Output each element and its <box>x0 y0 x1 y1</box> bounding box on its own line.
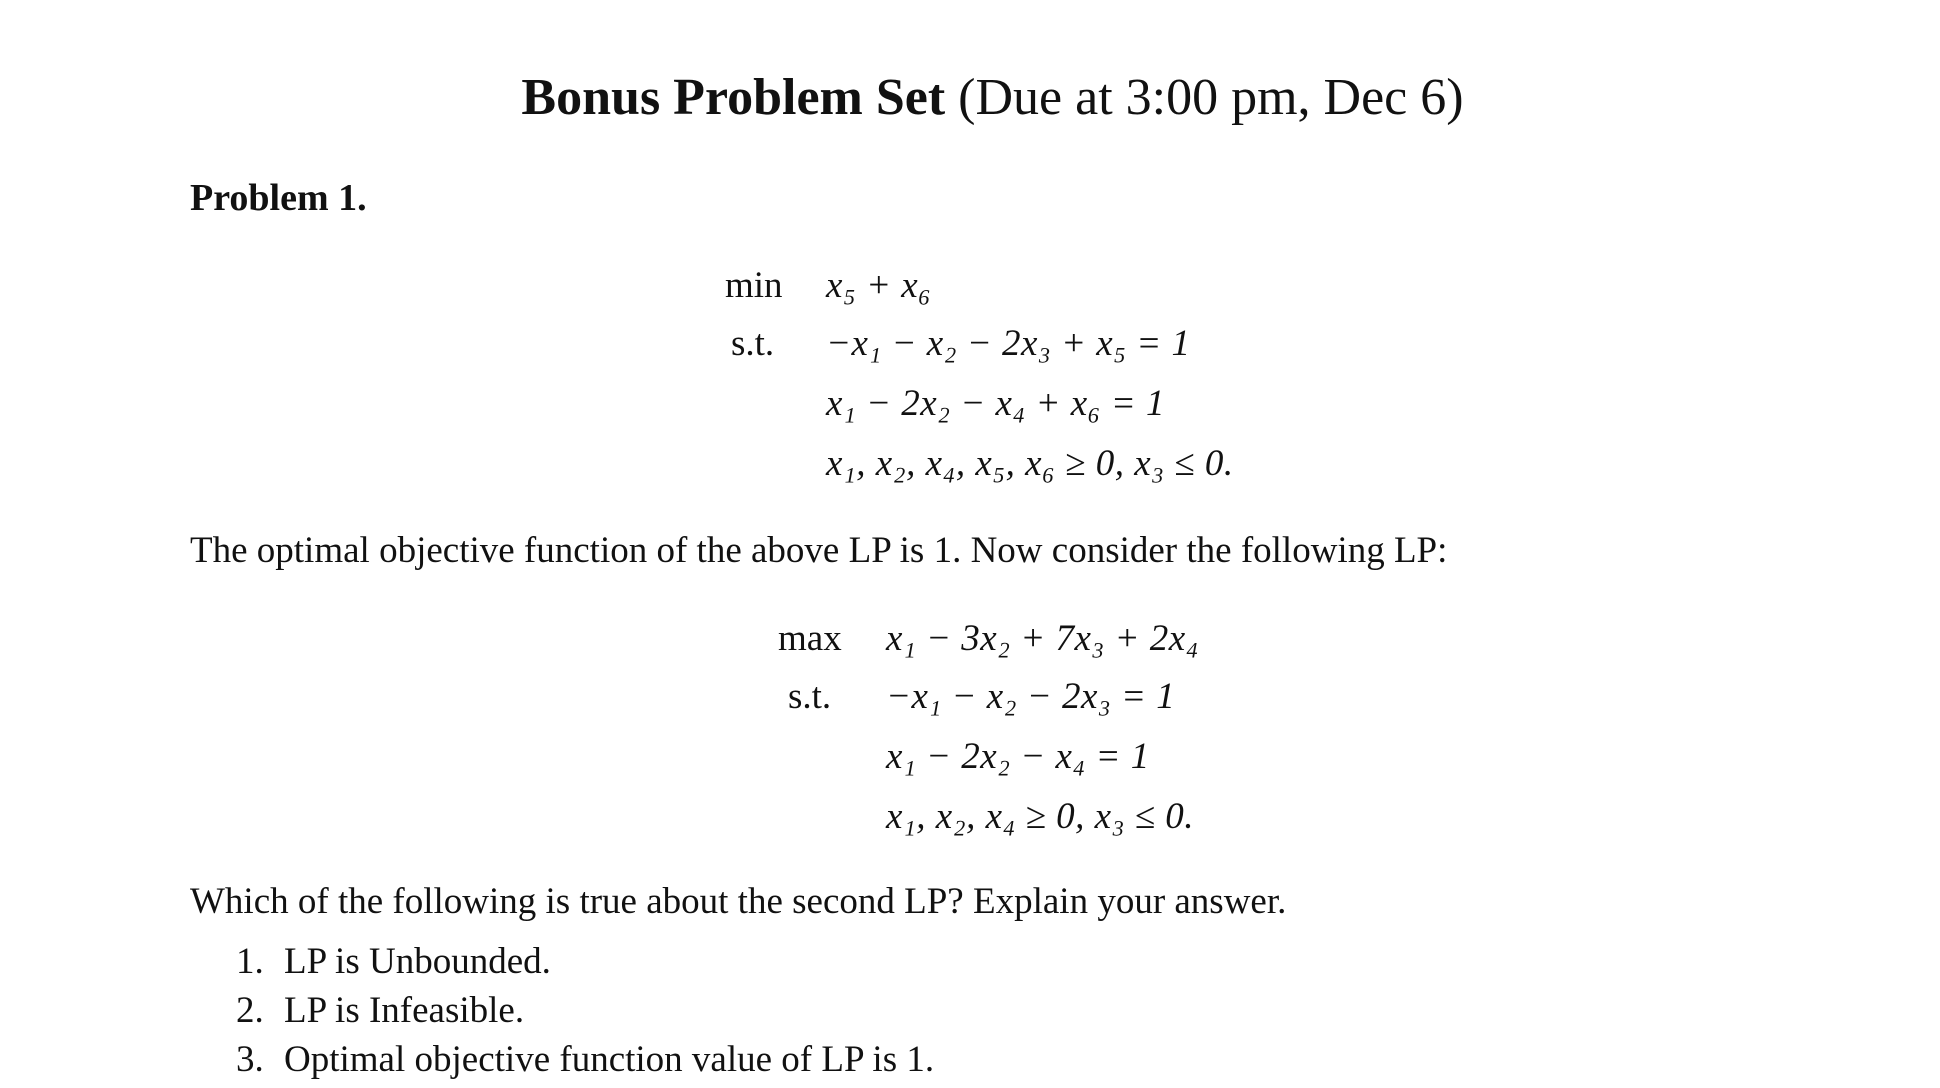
middle-text: The optimal objective function of the above LP is 1. Now consider the following LP: <box>190 530 1448 571</box>
title-due-date: (Due at 3:00 pm, Dec 6) <box>958 69 1464 126</box>
page-title <box>0 68 1940 128</box>
lp2-objective: x₁ − 3x₂ + 7x₃ + 2x₄ <box>886 618 1200 659</box>
option-number: 2. <box>236 990 264 1031</box>
lp2-constraint-2: x₁ − 2x₂ − x₄ = 1 <box>886 736 1150 777</box>
lp2-constraint-1: −x₁ − x₂ − 2x₃ = 1 <box>886 676 1176 717</box>
lp2-constraint-keyword: s.t. <box>788 676 832 717</box>
list-item <box>236 986 934 1035</box>
list-item <box>236 1035 934 1084</box>
lp1-constraint-keyword: s.t. <box>731 323 775 364</box>
lp1-objective: x₅ + x₆ <box>826 265 932 306</box>
answer-options <box>236 937 934 1084</box>
option-text: LP is Infeasible. <box>284 990 525 1031</box>
lp1-constraint-3: x₁, x₂, x₄, x₅, x₆ ≥ 0, x₃ ≤ 0. <box>826 443 1234 484</box>
lp2-objective-keyword: max <box>778 618 842 659</box>
title-bold: Bonus Problem Set <box>521 69 946 126</box>
option-text: Optimal objective function value of LP is 1. <box>284 1039 935 1080</box>
option-number: 1. <box>236 941 264 982</box>
option-text: LP is Unbounded. <box>284 941 551 982</box>
lp2-constraint-3: x₁, x₂, x₄ ≥ 0, x₃ ≤ 0. <box>886 796 1195 837</box>
option-number: 3. <box>236 1039 264 1080</box>
problem-heading: Problem 1. <box>190 177 367 219</box>
lp1-objective-keyword: min <box>725 265 783 306</box>
list-item <box>236 937 934 986</box>
question-text: Which of the following is true about the second LP? Explain your answer. <box>190 881 1287 922</box>
lp1-constraint-1: −x₁ − x₂ − 2x₃ + x₅ = 1 <box>826 323 1191 364</box>
lp1-constraint-2: x₁ − 2x₂ − x₄ + x₆ = 1 <box>826 383 1166 424</box>
